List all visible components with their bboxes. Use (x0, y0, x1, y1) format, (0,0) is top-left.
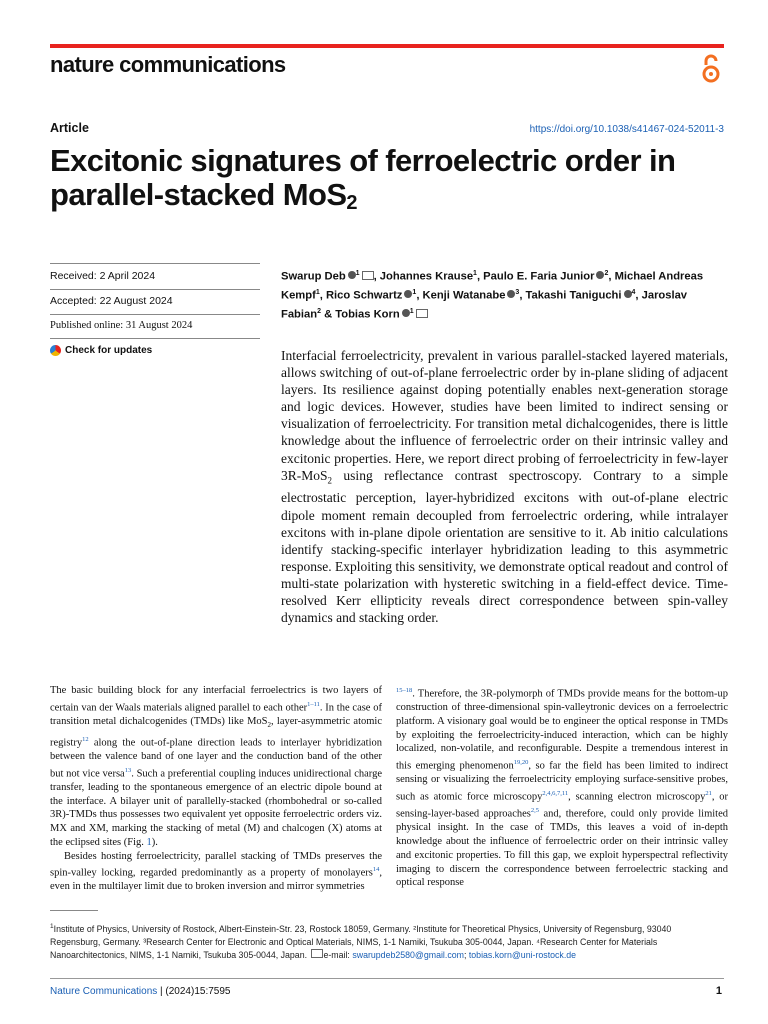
author-separator: , (476, 270, 484, 283)
figure-link[interactable]: 1 (146, 836, 152, 848)
author-name[interactable]: Jaroslav Fabian (281, 289, 688, 322)
reference-link[interactable]: 2,5 (530, 807, 540, 815)
author-name[interactable]: Paulo E. Faria Junior (483, 270, 595, 283)
author-name[interactable]: Takashi Taniguchi (525, 289, 622, 302)
author-separator: , (635, 289, 642, 302)
author-affiliation-number: 3 (515, 289, 520, 297)
footer-journal-link[interactable]: Nature Communications (50, 986, 158, 997)
body-paragraph: $^{15-18}$. Therefore, the 3R-polymorph of TMDs provide means for the bottom-up construction of three-dimensional spin-valleytronic devices on a ferroelectric platform. A visionary goal would be to engineer the optical response in TMDs by exploiting the ferroelectricity-induced interaction, which can be highly localized, non-volatile, and reconfigurable. Despite a tremendous interest in this emerging phenomenon$^{19,20}$, so far the field has been limited to indirect sensing or visualizing the ferroelectricity employing surface-sensitive probes, such as atomic force microscopy$^{2,4,6,7,11}$, scanning electron microscopy$^{21}$, or sensing-layer-based approaches$^{2,5}$ and, therefore, could only provide limited physical insight. In the case of TMDs, this leaves a void of in-depth knowledge about the influence of ferroelectric order on their intrinsic valley and excitonic properties. To fill this gap, we exploit hyperspectral reflectivity imaging to discern the correspondence between ferroelectric stacking and optical response (396, 687, 729, 889)
check-for-updates-button[interactable] (50, 345, 260, 356)
author-separator: , (319, 289, 326, 302)
reference-link[interactable]: 19,20 (513, 759, 529, 767)
reference-link[interactable]: 14 (372, 866, 380, 874)
check-updates-label: Check for updates (65, 345, 153, 356)
author-affiliation-number: 1 (315, 289, 320, 297)
received-date: Received: 2 April 2024 (50, 263, 260, 290)
author-affiliation-number: 4 (631, 289, 636, 297)
body-paragraph: The basic building block for any interfacial ferroelectrics is two layers of certain van der Waals materials aligned parallel to each other$^{1-11}$. In the case of transition metal dichalcogenides (TMDs) like MoS$_2$, layer-asymmetric atomic registry$^{12}$ along the out-of-plane direction leads to interlayer hybridization between the valence band of one layer and the conduction band of the other but not vice versa$^{13}$. Such a preferential coupling induces unidirectional charge transfer, leading to the spontaneous emergence of an electric dipole bound at the interface. A bilayer unit of parallelly-stacked (rhombohedral or so-called 3R)-TMDs thus possesses two equivalent yet opposite ferroelectric orders viz. MX and XM, marking the stacking of metal (M) and chalcogen (X) atoms at the eclipsed sites (Fig. 1). (50, 685, 382, 848)
author-separator: & (320, 309, 336, 322)
publication-dates (50, 263, 260, 356)
article-type: Article (50, 121, 89, 135)
author-separator: , (519, 289, 526, 302)
check-updates-icon (50, 345, 61, 356)
abstract: Interfacial ferroelectricity, prevalent in various parallel-stacked layered materials, allows switching of out-of-plane ferroelectric order by in-plane sliding of adjacent layers. Its resilience against doping potentially enables next-generation storage and logic devices. However, studies have been limited to indirect sensing or visualization of ferroelectricity. For transition metal dichalcogenides, there is little knowledge about the influence of ferroelectric order on their intrinsic valley and excitonic properties. Here, we report direct probing of ferroelectricity in few-layer 3R-MoS$_2$ using reflectance contrast spectroscopy. Contrary to a simple electrostatic perception, layer-hybridized excitons with out-of-plane electric dipole moment remain decoupled from ferroelectric ordering, while intralayer excitons with in-plane dipole orientation are sensitive to it. Ab initio calculations identify stacking-specific interlayer hybridization leading to this asymmetric response. Exploiting this sensitivity, we demonstrate optical readout and control of multi-state polarization with hysteretic switching in a field-effect device. Time-resolved Kerr ellipticity reveals direct correspondence between spin-valley dynamics and stacking order. (281, 348, 728, 626)
author-affiliation-number: 1 (412, 289, 417, 297)
reference-link[interactable]: 15–18 (396, 687, 413, 694)
reference-link[interactable]: 1–11 (307, 700, 320, 708)
author-name[interactable]: Swarup Deb (281, 270, 346, 283)
author-affiliation-number: 1 (355, 270, 360, 277)
email-icon[interactable] (416, 309, 428, 318)
author-separator: , (608, 270, 615, 283)
reference-link[interactable]: 21 (705, 790, 712, 798)
published-date: Published online: 31 August 2024 (50, 315, 260, 339)
author-affiliation-number: 1 (409, 308, 414, 316)
article-title: Excitonic signatures of ferroelectric order in parallel-stacked MoS$_2$ (50, 143, 676, 214)
author-name[interactable]: Tobias Korn (335, 309, 400, 322)
email-link[interactable]: tobias.korn@uni-rostock.de (468, 950, 577, 961)
footer-citation: Nature Communications | (2024)15:7595 (50, 986, 231, 997)
author-affiliation-number: 1 (473, 270, 477, 277)
orcid-icon[interactable] (402, 309, 410, 317)
author-affiliation-number: 2 (604, 270, 609, 277)
affiliations: $^1$Institute of Physics, University of Rostock, Albert-Einstein-Str. 23, Rostock 18059, Germany. ²Institute for Theoretical Physics, University of Regensburg, 93040 Regensburg, Germany. ³Research Center for Electronic and Optical Materials, NIMS, 1-1 Namiki, Tsukuba 305-0044, Japan. ⁴Research Center for Materials Nanoarchitectonics, NIMS, 1-1 Namiki, Tsukuba 305-0044, Japan. e-mail: swarupdeb2580@gmail.com; tobias.korn@uni-rostock.de (50, 923, 672, 961)
body-column-left (50, 684, 382, 894)
reference-link[interactable]: 12 (82, 735, 89, 743)
footer-divider (50, 978, 724, 979)
author-name[interactable]: Johannes Krause (379, 270, 474, 283)
author-separator: , (416, 289, 423, 302)
journal-name: nature communications (50, 52, 286, 77)
orcid-icon[interactable] (348, 271, 356, 279)
page-number: 1 (715, 985, 722, 997)
header-red-bar (50, 44, 724, 48)
affiliation-divider (50, 910, 98, 911)
author-name[interactable]: Rico Schwartz (325, 289, 403, 302)
email-link[interactable]: swarupdeb2580@gmail.com (352, 950, 464, 961)
author-list (281, 266, 721, 324)
open-access-icon (700, 54, 722, 84)
orcid-icon[interactable] (624, 290, 632, 298)
reference-link[interactable]: 13 (124, 766, 132, 774)
author-name[interactable]: Kenji Watanabe (422, 289, 506, 302)
accepted-date: Accepted: 22 August 2024 (50, 290, 260, 315)
author-name[interactable]: Michael Andreas Kempf (281, 270, 704, 302)
author-affiliation-number: 2 (317, 308, 321, 316)
body-paragraph: Besides hosting ferroelectricity, parallel stacking of TMDs preserves the spin-valley locking, regarded predominantly as a property of monolayers$^{14}$, even in the multilayer limit due to broken inversion and mirror symmetries (50, 850, 382, 893)
body-column-right (396, 684, 728, 890)
author-separator: , (373, 270, 380, 283)
doi-link[interactable]: https://doi.org/10.1038/s41467-024-52011-3 (529, 124, 724, 135)
reference-link[interactable]: 2,4,6,7,11 (542, 790, 569, 798)
email-icon[interactable] (362, 271, 374, 280)
email-icon (311, 949, 323, 958)
